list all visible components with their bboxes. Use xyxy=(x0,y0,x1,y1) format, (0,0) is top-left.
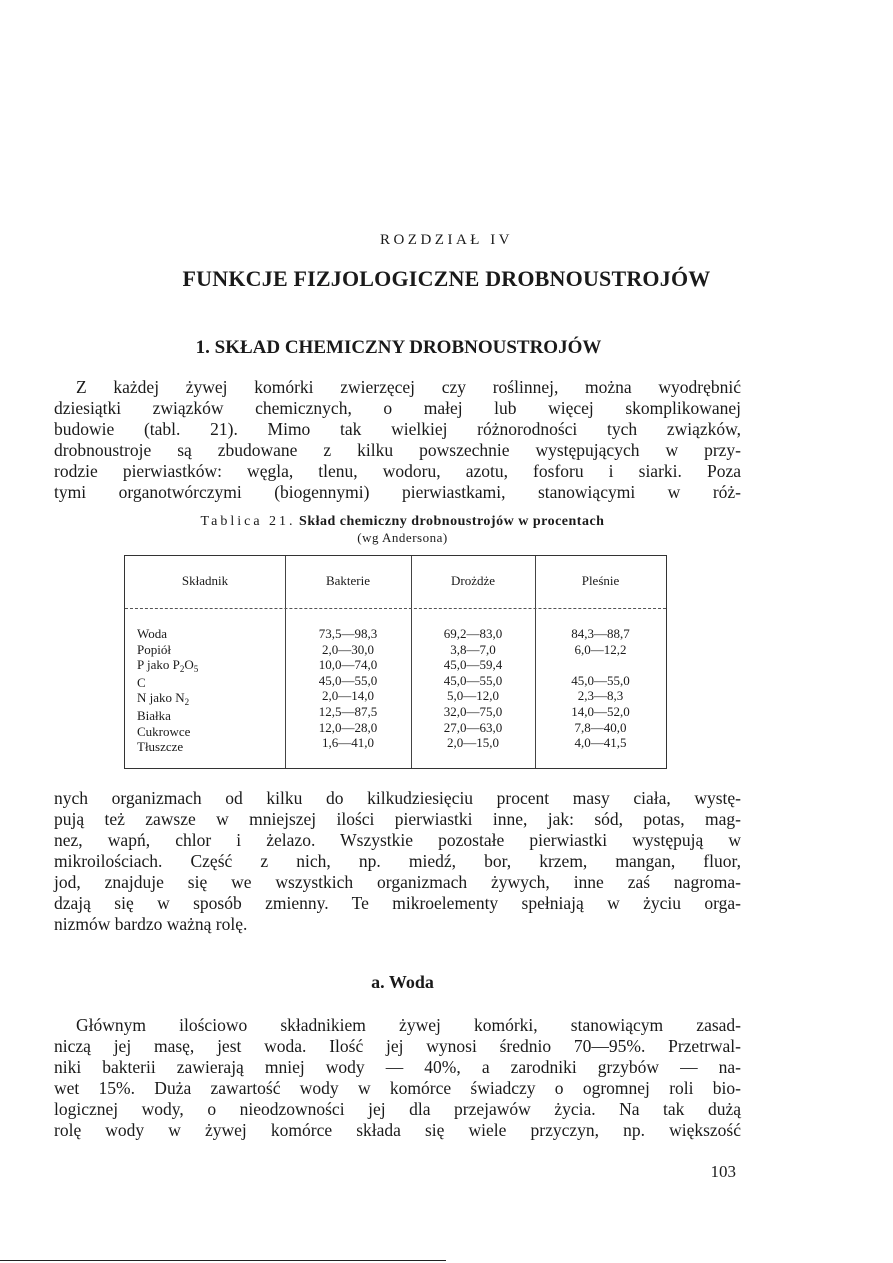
subscript: 2 xyxy=(179,664,185,675)
yeast-column xyxy=(411,626,535,751)
text-line: Z każdej żywej komórki zwierzęcej czy roślinnej, można wyodrębnić xyxy=(76,377,741,397)
value-cell: 73,5—98,3 xyxy=(318,626,378,641)
subscript: 5 xyxy=(193,664,199,675)
value-cell: 45,0—59,4 xyxy=(443,657,503,673)
value-cell: 4,0—41,5 xyxy=(574,735,627,751)
bacteria-column xyxy=(285,626,411,751)
text-line: tymi organotwórczymi (biogennymi) pierwiastkami, stanowiącymi w róż- xyxy=(54,482,741,502)
text-line: dziesiątki związków chemicznych, o małej lub więcej skomplikowanej xyxy=(54,398,741,418)
component-column xyxy=(137,626,198,755)
section-title: 1. SKŁAD CHEMICZNY DROBNOUSTROJÓW xyxy=(195,337,602,358)
value-cell: 6,0—12,2 xyxy=(574,641,627,657)
text-line: pują też zawsze w mniejszej ilości pierwiastki inne, jak: sód, potas, mag- xyxy=(54,809,741,829)
chapter-title: FUNKCJE FIZJOLOGICZNE DROBNOUSTROJÓW xyxy=(182,266,711,291)
paragraph-2 xyxy=(54,788,741,935)
text-line: wet 15%. Duża zawartość wody w komórce świadczy o ogromnej roli bio- xyxy=(54,1078,741,1098)
subscript: 2 xyxy=(184,697,190,708)
text-line: niki bakterii zawierają mniej wody — 40%, a zarodniki grzybów — na- xyxy=(54,1057,741,1077)
value-cell: 2,0—30,0 xyxy=(322,641,374,657)
header-yeast: Drożdże xyxy=(450,573,496,588)
component-cell: Woda xyxy=(137,626,167,641)
value-cell: 2,0—15,0 xyxy=(447,735,499,751)
value-cell: 69,2—83,0 xyxy=(443,626,503,641)
component-cell xyxy=(137,657,198,675)
subsection-title: a. Woda xyxy=(371,972,434,992)
table-caption xyxy=(130,514,675,530)
text-line: budowie (tabl. 21). Mimo tak wielkiej różnorodności tych związków, xyxy=(54,419,741,439)
header-bacteria: Bakterie xyxy=(325,573,371,588)
value-cell: 2,3—8,3 xyxy=(577,688,624,704)
text-line: logicznej wody, o nieodzowności jej dla przejawów życia. Na tak dużą xyxy=(54,1099,741,1119)
text-line: jod, znajduje się we wszystkich organizmach żywych, inne zaś nagroma- xyxy=(54,872,741,892)
component-text: O xyxy=(184,657,194,673)
value-cell xyxy=(535,657,666,673)
table-title: Skład chemiczny drobnoustrojów w procentach xyxy=(299,514,605,529)
value-cell: 2,0—14,0 xyxy=(322,688,374,704)
text-line: niczą jej masę, jest woda. Ilość jej wynosi średnio 70—95%. Przetrwal- xyxy=(54,1036,741,1056)
header-component: Składnik xyxy=(181,573,229,588)
paragraph-3 xyxy=(54,1015,741,1141)
component-text: P jako P xyxy=(137,657,180,673)
value-cell: 32,0—75,0 xyxy=(443,703,503,719)
value-cell: 12,0—28,0 xyxy=(318,719,378,735)
component-cell: Tłuszcze xyxy=(137,739,184,755)
component-cell: Popiół xyxy=(137,641,171,657)
value-cell: 27,0—63,0 xyxy=(443,719,503,735)
composition-table xyxy=(124,555,667,769)
text-line: nych organizmach od kilku do kilkudziesięciu procent masy ciała, wystę- xyxy=(54,788,741,808)
value-cell: 1,6—41,0 xyxy=(322,735,374,751)
text-line: Głównym ilościowo składnikiem żywej komórki, stanowiącym zasad- xyxy=(76,1015,741,1035)
text-line: rolę wody w żywej komórce składa się wiele przyczyn, np. większość xyxy=(54,1120,741,1140)
text-line: nez, wapń, chlor i żelazo. Wszystkie pozostałe pierwiastki występują w xyxy=(54,830,741,850)
component-text: N jako N xyxy=(137,690,185,706)
value-cell: 84,3—88,7 xyxy=(571,626,630,641)
value-cell: 7,8—40,0 xyxy=(574,719,627,735)
header-molds: Pleśnie xyxy=(581,573,620,588)
table-label: Tablica 21. xyxy=(200,514,296,529)
page-number: 103 xyxy=(710,1162,736,1181)
component-cell: C xyxy=(137,674,146,690)
text-line: drobnoustroje są zbudowane z kilku powszechnie występujących w przy- xyxy=(54,440,741,460)
text-line: mikroilościach. Część z nich, np. miedź, bor, krzem, mangan, fluor, xyxy=(54,851,741,871)
paragraph-1 xyxy=(54,377,741,503)
value-cell: 45,0—55,0 xyxy=(318,672,378,688)
value-cell: 45,0—55,0 xyxy=(443,672,503,688)
value-cell: 10,0—74,0 xyxy=(318,657,378,673)
component-cell: Białka xyxy=(137,707,171,723)
value-cell: 5,0—12,0 xyxy=(447,688,499,704)
bottom-rule xyxy=(0,1260,446,1261)
table-source: (wg Andersona) xyxy=(357,530,448,545)
chapter-label: ROZDZIAŁ IV xyxy=(379,232,514,248)
value-cell: 3,8—7,0 xyxy=(450,641,496,657)
value-cell: 45,0—55,0 xyxy=(571,672,630,688)
text-line: rodzie pierwiastków: węgla, tlenu, wodoru, azotu, fosforu i siarki. Poza xyxy=(54,461,741,481)
header-separator xyxy=(125,608,666,609)
molds-column xyxy=(535,626,666,751)
component-cell xyxy=(137,690,198,708)
value-cell: 12,5—87,5 xyxy=(318,703,378,719)
component-cell: Cukrowce xyxy=(137,723,191,739)
text-line: nizmów bardzo ważną rolę. xyxy=(54,914,248,934)
text-line: dzają się w sposób zmienny. Te mikroelementy spełniają w życiu orga- xyxy=(54,893,741,913)
value-cell: 14,0—52,0 xyxy=(571,703,630,719)
